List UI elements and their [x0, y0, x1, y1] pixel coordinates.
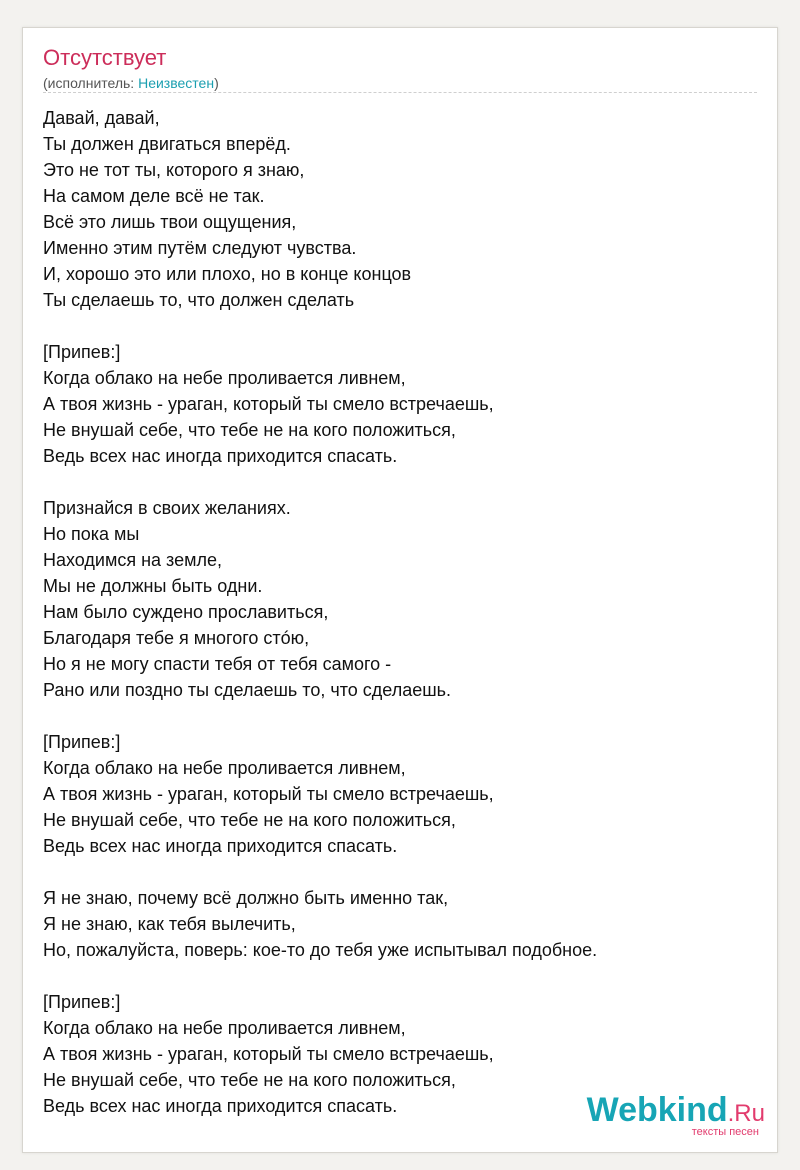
lyrics-text [43, 105, 758, 1119]
lyrics-line: Всё это лишь твои ощущения, [43, 212, 297, 232]
watermark-tld: .Ru [727, 1100, 765, 1127]
lyrics-line: Ведь всех нас иногда приходится спасать. [43, 1096, 398, 1116]
lyrics-blank-line [43, 313, 758, 339]
lyrics-line: Когда облако на небе проливается ливнем, [43, 368, 406, 388]
lyrics-blank-line [43, 859, 758, 885]
lyrics-line: Но пока мы [43, 524, 140, 544]
song-subtitle [43, 74, 219, 92]
lyrics-line: Ведь всех нас иногда приходится спасать. [43, 836, 398, 856]
lyrics-line: На самом деле всё не так. [43, 186, 265, 206]
lyrics-line: Не внушай себе, что тебе не на кого положиться, [43, 420, 456, 440]
lyrics-line: Я не знаю, почему всё должно быть именно так, [43, 888, 449, 908]
song-title: Отсутствует [43, 45, 167, 70]
lyrics-line: Когда облако на небе проливается ливнем, [43, 1018, 406, 1038]
lyrics-line: Ты должен двигаться вперёд. [43, 134, 291, 154]
lyrics-line: Я не знаю, как тебя вылечить, [43, 914, 296, 934]
lyrics-line: А твоя жизнь - ураган, который ты смело встречаешь, [43, 1044, 494, 1064]
lyrics-line: Когда облако на небе проливается ливнем, [43, 758, 406, 778]
lyrics-line: Не внушай себе, что тебе не на кого положиться, [43, 810, 456, 830]
lyrics-blank-line [43, 703, 758, 729]
chorus-label: [Припев:] [43, 992, 121, 1012]
watermark-tagline: тексты песен [691, 1126, 759, 1138]
lyrics-line: Ты сделаешь то, что должен сделать [43, 290, 355, 310]
lyrics-line: А твоя жизнь - ураган, который ты смело встречаешь, [43, 394, 494, 414]
lyrics-line: И, хорошо это или плохо, но в конце концов [43, 264, 412, 284]
lyrics-line: Рано или поздно ты сделаешь то, что сделаешь. [43, 680, 452, 700]
lyrics-line: Не внушай себе, что тебе не на кого положиться, [43, 1070, 456, 1090]
lyrics-line: Но я не могу спасти тебя от тебя самого - [43, 654, 392, 674]
lyrics-blank-line [43, 469, 758, 495]
lyrics-blank-line [43, 963, 758, 989]
chorus-label: [Припев:] [43, 342, 121, 362]
lyrics-line: Именно этим путём следуют чувства. [43, 238, 357, 258]
webkind-watermark [565, 1092, 765, 1142]
lyrics-line: Нам было суждено прославиться, [43, 602, 329, 622]
lyrics-line: Мы не должны быть одни. [43, 576, 263, 596]
chorus-label: [Припев:] [43, 732, 121, 752]
lyrics-line: Давай, давай, [43, 108, 160, 128]
lyrics-line: Ведь всех нас иногда приходится спасать. [43, 446, 398, 466]
lyrics-line: Это не тот ты, которого я знаю, [43, 160, 305, 180]
lyrics-line: Благодаря тебе я многого стóю, [43, 628, 310, 648]
lyrics-line: А твоя жизнь - ураган, который ты смело встречаешь, [43, 784, 494, 804]
watermark-brand: Webkind [586, 1091, 728, 1129]
lyrics-line: Но, пожалуйста, поверь: кое-то до тебя уже испытывал подобное. [43, 940, 598, 960]
lyrics-line: Признайся в своих желаниях. [43, 498, 291, 518]
subtitle-prefix: (исполнитель: [43, 75, 139, 91]
lyrics-card [22, 27, 778, 1153]
subtitle-suffix: ) [214, 75, 219, 91]
artist-link[interactable]: Неизвестен [138, 75, 215, 91]
title-divider [43, 92, 757, 93]
lyrics-line: Находимся на земле, [43, 550, 223, 570]
